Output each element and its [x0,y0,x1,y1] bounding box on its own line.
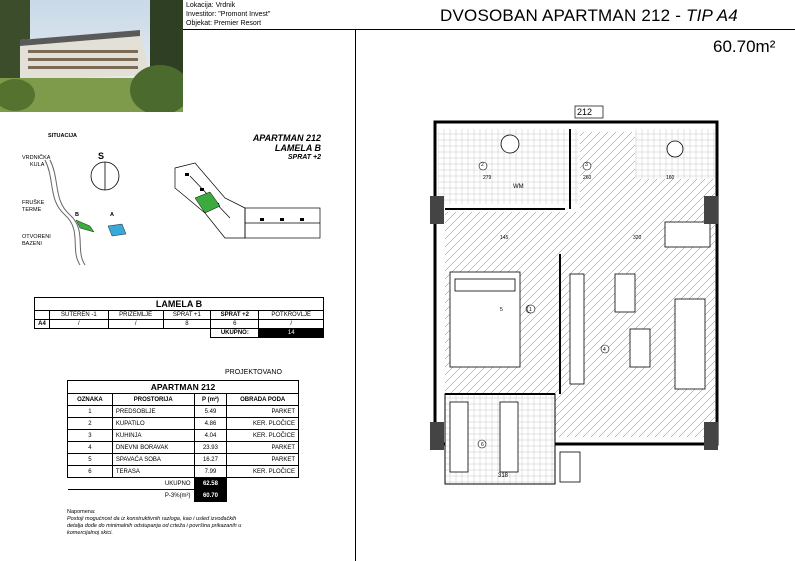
washing-machine-label: WM [513,184,524,190]
lamela-cell: / [108,320,163,329]
rooms-reduced-label: P-3%(m²) [68,490,195,502]
floor-plan [420,104,730,496]
rooms-caption: APARTMAN 212 [68,381,299,394]
dimension: 160 [666,175,675,181]
rooms-header: PROSTORIJA [112,394,194,406]
label-otvoreni: OTVORENI BAZENI [22,234,51,247]
investor-text: Investitor: "Promont Invest" [186,11,271,18]
room-mark: 6 [481,442,484,448]
north-label: S [98,151,105,161]
lamela-header: PRIZEMLJE [108,311,163,320]
lamela-cell: / [259,320,324,329]
total-area: 60.70m² [713,37,776,56]
dimension: 260 [583,175,592,181]
lamela-cell: / [50,320,109,329]
dimension: 320 [633,235,642,241]
room-mark: 4 [603,347,606,353]
dimension: 145 [500,235,509,241]
room-mark: 2 [481,162,484,168]
lamela-header: SUTEREN -1 [50,311,109,320]
dimension: 279 [483,175,492,181]
lamela-caption: LAMELA B [35,298,324,311]
note: Napomena: Postoji mogućnost da iz konstruktivnih razloga, kao i usled izvođačkih detalja dođe do minimalnih odstupanja od crteža i površina prikazanih u komercijalnoj skici. [67,509,242,536]
rooms-total-label: UKUPNO [68,478,195,490]
building-photo [0,0,183,112]
lamela-total-value: 14 [259,329,324,338]
object-text: Objekat: Premier Resort [186,20,262,27]
table-row: 4 DNEVNI BORAVAK 23.93 PARKET [68,442,299,454]
lamela-header: SPRAT +2 [211,311,259,320]
table-row: 2 KUPATILO 4.86 KER. PLOČICE [68,418,299,430]
room-mark: 3 [585,162,588,168]
rooms-header: P (m²) [194,394,227,406]
situation-heading: SITUACIJA [48,133,78,139]
location-text: Lokacija: Vrdnik [186,2,236,9]
block-a-label: A [110,212,114,218]
lamela-header: POTKROVLJE [259,311,324,320]
apartment-heading: APARTMAN 212 LAMELA B SPRAT +2 [252,133,321,161]
rooms-table [67,380,299,502]
projected-label: PROJEKTOVANO [225,369,282,376]
lamela-total-label: UKUPNO: [211,329,259,338]
rooms-reduced-value: 60.70 [194,490,227,502]
table-row: 5 SPAVAĆA SOBA 16.27 PARKET [68,454,299,466]
lamela-header: SPRAT +1 [163,311,211,320]
rooms-header: OBRADA PODA [227,394,299,406]
key-plan [165,158,325,248]
table-row: 3 KUHINJA 4.04 KER. PLOČICE [68,430,299,442]
lamela-cell: 6 [211,320,259,329]
page-title: DVOSOBAN APARTMAN 212 - TIP A4 [440,6,738,25]
header-divider [183,29,795,30]
room-mark: 5 [500,307,503,313]
lamela-row-label: A4 [35,320,50,329]
dimension: 318 [498,473,509,479]
room-mark: 1 [529,307,532,313]
lamela-cell: 8 [163,320,211,329]
table-row: 1 PREDSOBLJE 5.49 PARKET [68,406,299,418]
lamela-table [34,297,324,338]
label-vrdnicka: VRDNIČKA KULA [22,155,51,168]
column-divider [355,30,356,561]
rooms-total-value: 62.58 [194,478,227,490]
unit-number: 212 [577,107,593,117]
label-fruske: FRUŠKE TERME [22,200,45,213]
block-b-label: B [75,212,79,218]
table-row: 6 TERASA 7.99 KER. PLOČICE [68,466,299,478]
rooms-header: OZNAKA [68,394,113,406]
